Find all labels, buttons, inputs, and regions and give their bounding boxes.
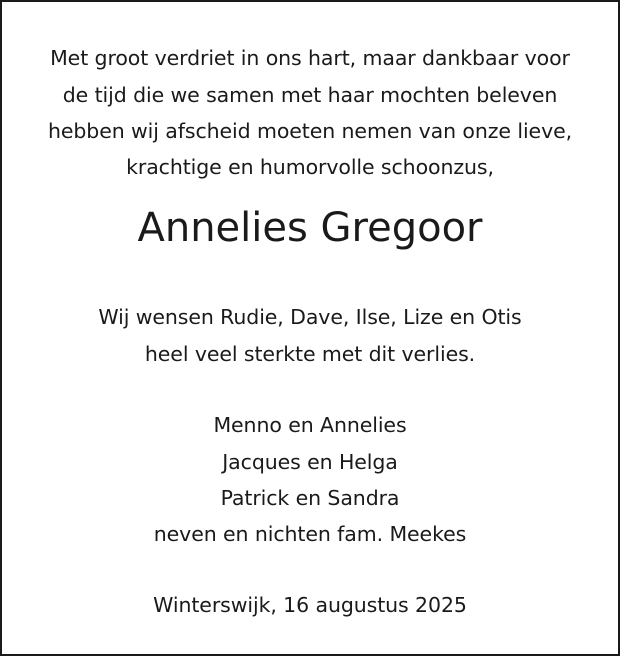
opening-line: Met groot verdriet in ons hart, maar dankbaar voor — [50, 46, 570, 70]
signatory-line: Jacques en Helga — [222, 450, 398, 474]
opening-line: krachtige en humorvolle schoonzus, — [126, 155, 494, 179]
opening-line: hebben wij afscheid moeten nemen van onze lieve, — [47, 119, 573, 143]
wishes-line: Wij wensen Rudie, Dave, Ilse, Lize en Otis — [98, 305, 522, 329]
opening-line: de tijd die we samen met haar mochten beleven — [62, 83, 558, 107]
signatory-line: neven en nichten fam. Meekes — [153, 522, 467, 546]
deceased-name: Annelies Gregoor — [137, 205, 483, 251]
signatory-line: Patrick en Sandra — [220, 486, 400, 510]
place-date: Winterswijk, 16 augustus 2025 — [153, 593, 467, 617]
signatory-line: Menno en Annelies — [213, 413, 407, 437]
wishes-line: heel veel sterkte met dit verlies. — [144, 342, 476, 366]
